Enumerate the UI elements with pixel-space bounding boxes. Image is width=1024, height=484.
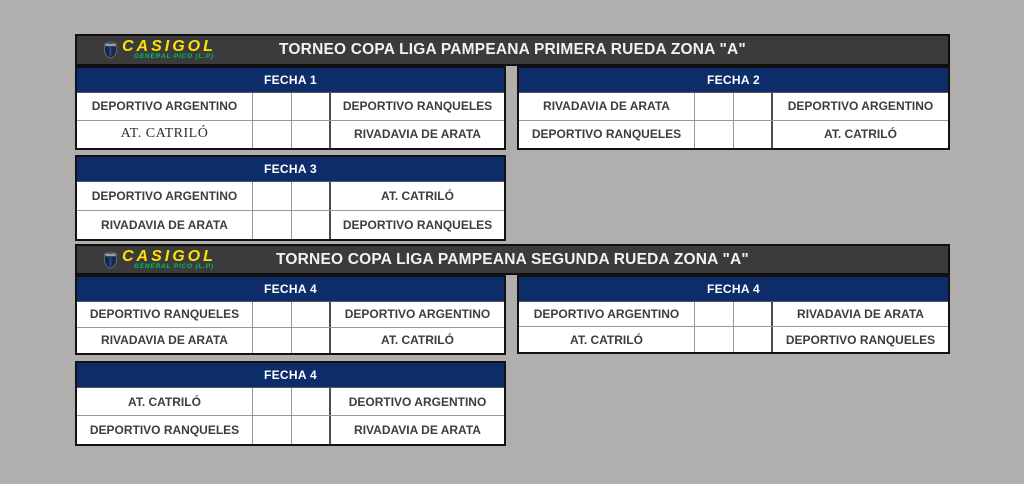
away-team: DEPORTIVO RANQUELES: [342, 217, 493, 232]
match-row: [519, 302, 948, 327]
fixture-table-fecha-4-right: [517, 275, 950, 354]
match-row: [77, 121, 504, 149]
fixture-table-fecha-2: [517, 66, 950, 150]
section-header-segunda-rueda: [75, 244, 950, 275]
away-team: DEPORTIVO ARGENTINO: [344, 307, 491, 322]
logo-subtitle: GENERAL PICO (L.P): [133, 53, 214, 61]
casigol-logo: [103, 247, 216, 273]
home-team: RIVADAVIA DE ARATA: [77, 328, 253, 354]
home-team: AT. CATRILÓ: [519, 327, 695, 352]
home-score-cell: [695, 93, 734, 120]
away-score-cell: [734, 327, 773, 352]
away-team: AT. CATRILÓ: [381, 188, 454, 203]
home-score-cell: [253, 211, 292, 240]
home-team: DEPORTIVO RANQUELES: [519, 121, 695, 149]
match-row: [77, 93, 504, 121]
home-team: RIVADAVIA DE ARATA: [77, 211, 253, 240]
fixture-table-fecha-1: [75, 66, 506, 150]
away-score-cell: [292, 328, 331, 354]
home-score-cell: [253, 416, 292, 444]
home-team: DEPORTIVO ARGENTINO: [77, 93, 253, 120]
match-row: [519, 93, 948, 121]
fecha-header: FECHA 2: [519, 68, 948, 93]
away-score-cell: [292, 211, 331, 240]
home-score-cell: [253, 93, 292, 120]
section-title: TORNEO COPA LIGA PAMPEANA PRIMERA RUEDA ZONA "A": [279, 41, 746, 58]
shield-crest-icon: [103, 251, 118, 269]
home-team: RIVADAVIA DE ARATA: [519, 93, 695, 120]
home-team: DEPORTIVO RANQUELES: [77, 302, 253, 327]
fecha-header: FECHA 1: [77, 68, 504, 93]
home-score-cell: [253, 302, 292, 327]
fecha-header: FECHA 4: [77, 363, 504, 388]
away-score-cell: [292, 182, 331, 210]
match-row: [77, 211, 504, 240]
fixture-table-fecha-4-bottom: [75, 361, 506, 446]
logo-subtitle: GENERAL PICO (L.P): [133, 263, 214, 271]
away-team: DEPORTIVO RANQUELES: [785, 332, 936, 347]
fixture-table-fecha-4-left: [75, 275, 506, 355]
away-score-cell: [292, 121, 331, 149]
away-team: RIVADAVIA DE ARATA: [354, 127, 481, 142]
match-row: [77, 182, 504, 211]
away-team: RIVADAVIA DE ARATA: [797, 307, 924, 321]
match-row: [77, 328, 504, 354]
home-score-cell: [253, 388, 292, 415]
match-row: [77, 388, 504, 416]
home-score-cell: [253, 182, 292, 210]
away-team: RIVADAVIA DE ARATA: [354, 423, 481, 437]
logo-title: CASIGOL: [122, 248, 216, 266]
casigol-logo: [103, 37, 216, 63]
match-row: [519, 327, 948, 352]
fecha-header: FECHA 4: [519, 277, 948, 302]
section-title: TORNEO COPA LIGA PAMPEANA SEGUNDA RUEDA ZONA "A": [276, 250, 749, 268]
away-score-cell: [734, 302, 773, 326]
logo-title: CASIGOL: [122, 38, 216, 56]
away-team: DEORTIVO ARGENTINO: [348, 394, 487, 409]
away-score-cell: [292, 93, 331, 120]
away-team: AT. CATRILÓ: [824, 127, 897, 142]
home-team: AT. CATRILÓ: [77, 388, 253, 415]
home-score-cell: [253, 121, 292, 149]
away-score-cell: [292, 302, 331, 327]
home-score-cell: [695, 121, 734, 149]
shield-crest-icon: [103, 41, 118, 59]
home-team: AT. CATRILÓ: [77, 121, 253, 149]
away-score-cell: [734, 121, 773, 149]
fecha-header: FECHA 4: [77, 277, 504, 302]
match-row: [77, 416, 504, 444]
home-team: DEPORTIVO RANQUELES: [77, 416, 253, 444]
home-score-cell: [695, 302, 734, 326]
away-score-cell: [292, 416, 331, 444]
match-row: [519, 121, 948, 149]
home-team: DEPORTIVO ARGENTINO: [519, 302, 695, 326]
fecha-header: FECHA 3: [77, 157, 504, 182]
away-score-cell: [292, 388, 331, 415]
section-header-primera-rueda: [75, 34, 950, 66]
away-team: AT. CATRILÓ: [381, 333, 454, 348]
home-team: DEPORTIVO ARGENTINO: [77, 182, 253, 210]
home-score-cell: [695, 327, 734, 352]
away-team: DEPORTIVO RANQUELES: [342, 99, 493, 114]
away-score-cell: [734, 93, 773, 120]
home-score-cell: [253, 328, 292, 354]
fixture-table-fecha-3: [75, 155, 506, 241]
match-row: [77, 302, 504, 328]
away-team: DEPORTIVO ARGENTINO: [787, 99, 934, 114]
